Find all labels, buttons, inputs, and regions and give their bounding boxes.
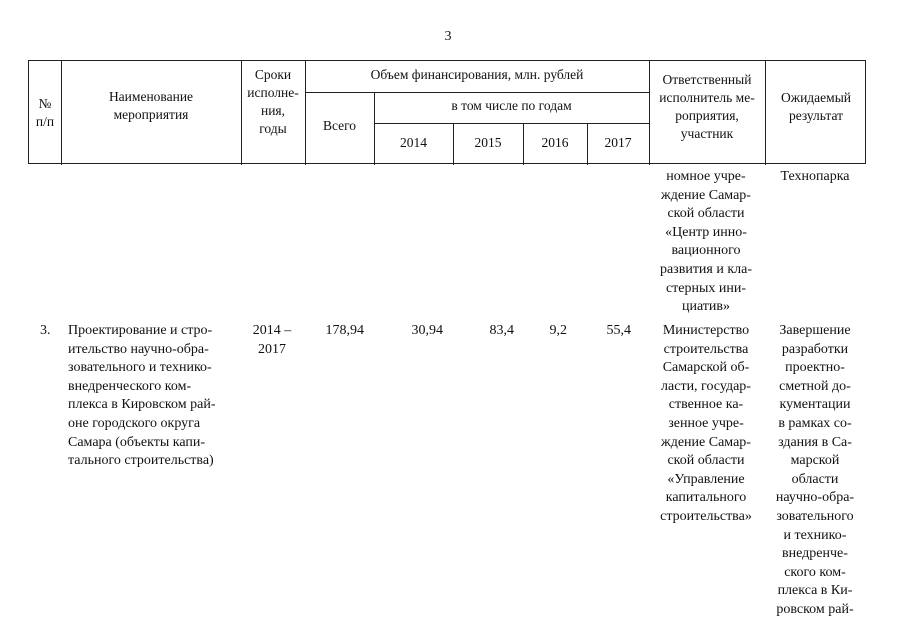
header-executor-line2: исполнитель ме-: [659, 90, 755, 105]
row3-result-line: области: [791, 471, 839, 487]
row3-name-line: зовательного и технико-: [68, 360, 212, 376]
header-name-line2: мероприятия: [113, 107, 189, 122]
row3-name-line: плекса в Кировском рай-: [68, 397, 216, 413]
continuation-executor-line: циатив»: [681, 299, 731, 315]
row3-result-line: плекса в Ки-: [777, 583, 853, 599]
header-result-line1: Ожидаемый: [781, 90, 851, 105]
row3-result-line: разработки: [781, 341, 849, 357]
row3-result-line: научно-обра-: [775, 490, 855, 506]
row3-name-line: Самара (объекты капи-: [68, 434, 206, 450]
continuation-executor-line: вационного: [671, 243, 741, 259]
header-executor-line4: участник: [680, 126, 734, 141]
row3-result-line: марской: [790, 453, 840, 469]
row3-total: 178,94: [325, 323, 364, 338]
header-by-years: в том числе по годам: [451, 98, 572, 113]
header-result-line2: результат: [788, 108, 844, 123]
row3-result-line: Завершение: [779, 323, 851, 338]
continuation-result: [764, 168, 866, 187]
row3-name-line: тального строительства): [68, 453, 214, 469]
continuation-executor-line: ской области: [667, 206, 745, 222]
row3-executor-line: ской области: [667, 453, 745, 469]
continuation-executor-line: «Центр инно-: [665, 224, 747, 240]
row3-result-line: сметной до-: [779, 378, 851, 394]
header-year-2017: 2017: [604, 135, 632, 150]
row3-executor: [648, 322, 764, 527]
continuation-executor-line: ждение Самар-: [661, 187, 751, 203]
header-executor-line1: Ответственный: [662, 72, 752, 87]
header-terms-line3: ния,: [260, 103, 286, 118]
row3-terms-line: 2014 –: [252, 323, 292, 338]
row3-name-line: Проектирование и стро-: [68, 323, 213, 338]
row3-executor-line: строительства: [663, 341, 749, 357]
row3-name: [68, 322, 248, 471]
header-terms-line1: Сроки: [254, 67, 292, 82]
continuation-executor-line: номное учре-: [666, 169, 746, 184]
header-executor-line3: роприятия,: [675, 108, 739, 123]
header-terms-line2: исполне-: [247, 85, 299, 100]
header-num-line1: №: [38, 96, 52, 111]
row3-result-line: проектно-: [785, 360, 845, 376]
header-name: [61, 88, 241, 124]
header-total: Всего: [322, 118, 357, 133]
row3-result-line: внедренче-: [782, 546, 848, 562]
row3-name-line: оне городского округа: [68, 415, 201, 431]
row3-result-line: ровском рай-: [776, 601, 854, 617]
continuation-result-line: Технопарка: [780, 169, 850, 184]
row3-executor-line: Самарской об-: [662, 360, 750, 376]
continuation-executor-line: развития и кла-: [659, 261, 753, 277]
header-year-2016: 2016: [541, 135, 569, 150]
continuation-executor-line: стерных ини-: [665, 280, 747, 296]
row3-2016: 9,2: [549, 323, 567, 338]
row3-num: 3.: [40, 323, 51, 338]
header-year-2015: 2015: [474, 135, 502, 150]
table-header: [28, 60, 866, 164]
row3-executor-line: зенное учре-: [668, 415, 744, 431]
row3-2017: 55,4: [606, 323, 631, 338]
row3-executor-line: Министерство: [662, 323, 750, 338]
row3-terms: [240, 322, 304, 359]
page-number: 3: [444, 29, 452, 44]
row3-result-line: ского ком-: [784, 564, 846, 580]
header-terms: [241, 66, 305, 138]
row3-2014: 30,94: [411, 323, 443, 338]
header-terms-line4: годы: [259, 121, 287, 136]
row3-name-line: внедренческого ком-: [68, 378, 192, 394]
header-num: [29, 95, 61, 131]
row3-result-line: кументации: [779, 397, 851, 413]
header-num-line2: п/п: [35, 114, 55, 129]
row3-terms-line: 2017: [258, 341, 286, 357]
row3-executor-line: капитального: [665, 490, 747, 506]
row3-executor-line: ственное ка-: [668, 397, 744, 413]
header-executor: [649, 71, 765, 143]
row3-2015: 83,4: [489, 323, 514, 338]
header-result: [765, 89, 867, 125]
row3-result: [764, 322, 866, 620]
header-name-line1: Наименование: [108, 89, 194, 104]
row3-result-line: в рамках со-: [778, 415, 852, 431]
row3-result-line: здания в Са-: [778, 434, 852, 450]
row3-executor-line: «Управление: [667, 471, 745, 487]
row3-result-line: зовательного: [776, 508, 854, 524]
continuation-executor: [648, 168, 764, 317]
row3-executor-line: ласти, государ-: [661, 378, 751, 394]
row3-result-line: и технико-: [783, 527, 847, 543]
row3-name-line: ительство научно-обра-: [68, 341, 209, 357]
row3-executor-line: строительства»: [660, 508, 752, 524]
header-year-2014: 2014: [400, 135, 427, 150]
header-financing: Объем финансирования, млн. рублей: [370, 67, 584, 82]
row3-executor-line: ждение Самар-: [661, 434, 751, 450]
